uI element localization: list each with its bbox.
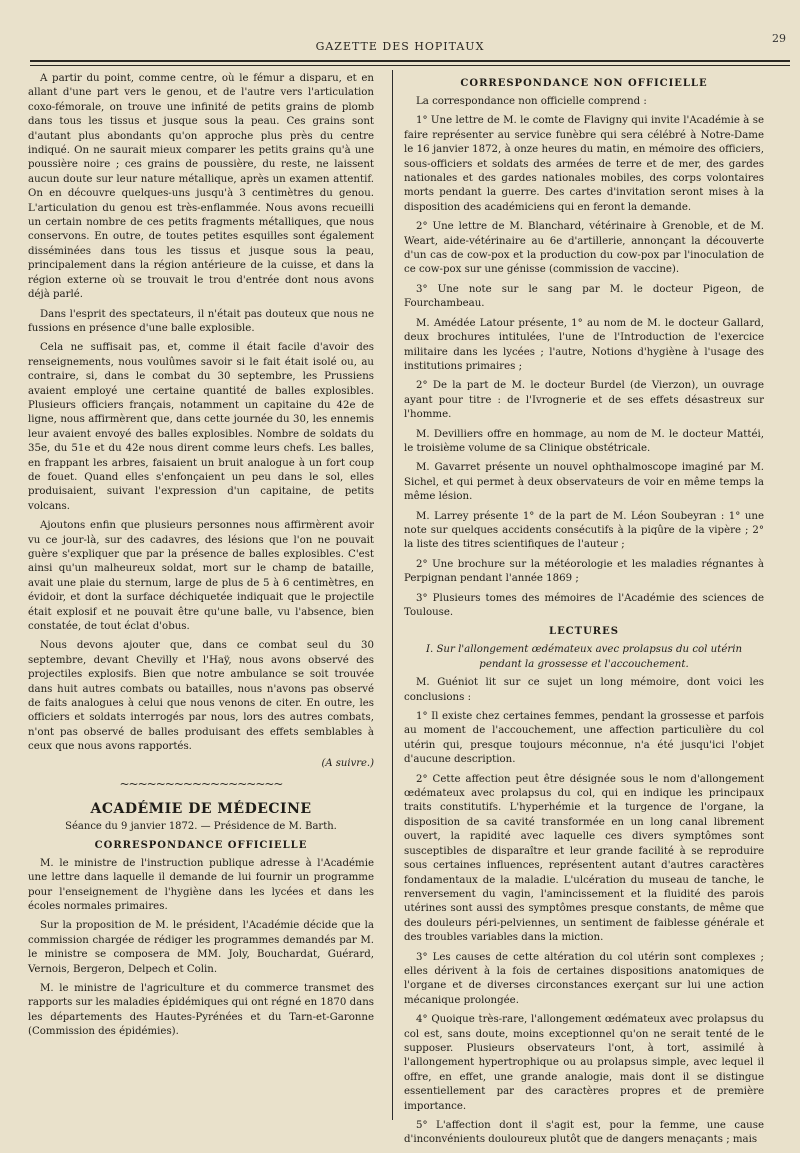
paragraph: A partir du point, comme centre, où le fémur a disparu, et en allant d'une part vers le genou, et de l'autre vers l'articulation coxo-fémorale, on trouve une infinité de petits grains de plomb dans tous les tissus et jusque sous la peau. Ces grains sont d'autant plus abondants qu'on approche plus près du centre indiqué. On ne saurait mieux comparer les petits grains qu'à une poussière noire ; ces grains de poussière, du reste, ne laissent aucun doute sur leur nature métallique, après un examen attentif. On en découvre quelques-uns jusqu'à 3 centimètres du genou. L'articulation du genou est très-enflammée. Nous avons recueilli un certain nombre de ces petits fragments métalliques, que nous conservons. En outre, de toutes petites esquilles sont également disséminées dans tous les tissus et jusque sous la peau, principalement dans la région antérieure de la cuisse, et dans la région externe où se trouvait le trou d'entrée dont nous avons déjà parlé. [28,73,374,301]
paragraph: M. Guéniot lit sur ce sujet un long mémoire, dont voici les conclusions : [404,677,764,703]
header-rule [30,60,790,62]
page-number: 29 [772,32,786,45]
ornamental-divider: ~~~~~~~~~~~~~~~~~~ [119,776,283,791]
list-item: M. Amédée Latour présente, 1° au nom de M. le docteur Gallard, deux brochures intitulées, l'une de l'Introduction de l'exercice militaire dans les lycées ; l'autre, Notions d'hygiène à l'usage des institutions primaires ; [404,317,764,372]
paragraph: Ajoutons enfin que plusieurs personnes nous affirmèrent avoir vu ce jour-là, sur des cadavres, des lésions que l'on ne pouvait guère s'expliquer que par la présence de balles explosibles. C'est ainsi qu'un malheureux soldat, mort sur le champ de bataille, avait une plaie du sternum, large de plus de 5 à 6 centimètres, en évidoir, et dont la surface déchiquetée indiquait que le projectile était explosif et ne pouvait être qu'une balle, vu l'absence, bien constatée, de tout éclat d'obus. [28,520,374,633]
paragraph: M. le ministre de l'agriculture et du commerce transmet des rapports sur les maladies épidémiques qui ont régné en 1870 dans les départements des Hautes-Pyrénées et du Tarn-et-Garonne (Commission des épidémies). [28,982,374,1038]
paragraph: 3° Les causes de cette altération du col utérin sont complexes ; elles dérivent à la fois de certaines dispositions anatomiques de l'organe et de diverses circonstances exerçant sur lui une action mécanique prolongée. [404,951,764,1006]
paragraph: 2° Cette affection peut être désignée sous le nom d'allongement œdémateux avec prolapsus du col, qui en indique les principaux traits constitutifs. L'hyperhémie et la turgence de l'organe, la disposition de sa cavité transformée en un long canal librement ouvert, la rapidité avec laquelle ces divers symptômes sont susceptibles de disparaître et leur grande facilité à se reproduire sous certaines influences, représentent autant d'autres caractères fondamentaux de la maladie. L'ulcération du museau de tanche, le renversement du vagin, l'amincissement et la fluidité des parois utérines sont aussi des symptômes presque constants, de même que des douleurs péri-pelviennes, un sentiment de faiblesse générale et des troubles variables dans la miction. [404,773,764,944]
paragraph: La correspondance non officielle comprend : [416,96,647,107]
running-header: GAZETTE DES HOPITAUX [315,40,485,53]
list-item: 2° Une lettre de M. Blanchard, vétérinaire à Grenoble, et de M. Weart, aide-vétérinaire au 6e d'artillerie, annonçant la découverte d'un cas de cow-pox et la production du cow-pox par l'inoculation de ce cow-pox sur une génisse (commission de vaccine). [404,221,764,276]
list-item: 3° Plusieurs tomes des mémoires de l'Académie des sciences de Toulouse. [404,592,764,618]
subsection-heading: LECTURES [549,626,619,638]
subsection-heading: CORRESPONDANCE NON OFFICIELLE [460,78,708,89]
right-column [404,72,764,1153]
list-item: M. Devilliers offre en hommage, au nom de M. le docteur Mattéi, le troisième volume de sa Clinique obstétricale. [404,428,764,454]
column-divider [392,70,393,1120]
list-item: 2° Une brochure sur la météorologie et les maladies régnantes à Perpignan pendant l'année 1869 ; [404,558,764,585]
list-item: 1° Une lettre de M. le comte de Flavigny qui invite l'Académie à se faire représenter au service funèbre qui sera célébré à Notre-Dame le 16 janvier 1872, à onze heures du matin, en mémoire des officiers, sous-officiers et soldats des armées de terre et de mer, des gardes nationales et des gardes nationales mobiles, des corps volontaires morts pendant la guerre. Des cartes d'invitation seront mises à la disposition des académiciens qui en feront la demande. [404,115,764,213]
list-item: 2° De la part de M. le docteur Burdel (de Vierzon), un ouvrage ayant pour titre : de l'Ivrognerie et de ses effets désastreux sur l'homme. [404,380,764,421]
subsection-heading: CORRESPONDANCE OFFICIELLE [94,839,308,851]
list-item: M. Larrey présente 1° de la part de M. Léon Soubeyran : 1° une note sur quelques accidents consécutifs à la piqûre de la vipère ; 2° la liste des titres scientifiques de l'auteur ; [404,510,764,551]
paragraph: Dans l'esprit des spectateurs, il n'était pas douteux que nous ne fussions en présence d'une balle explosible. [28,308,374,334]
section-heading: ACADÉMIE DE MÉDECINE [90,800,312,817]
header-rule-thin [30,65,790,66]
left-column [28,72,374,1045]
paragraph: Sur la proposition de M. le président, l'Académie décide que la commission chargée de rédiger les programmes demandés par M. le ministre se composera de MM. Joly, Bouchardat, Guérard, Vernois, Bergeron, Delpech et Colin. [28,920,374,975]
paragraph: Cela ne suffisait pas, et, comme il était facile d'avoir des renseignements, nous voulûmes savoir si le fait était isolé ou, au contraire, si, dans le combat du 30 septembre, les Prussiens avaient employé une certaine quantité de balles explosibles. Plusieurs officiers français, notamment un capitaine du 42e de ligne, nous affirmèrent que, dans cette journée du 30, les ennemis leur avaient envoyé des balles explosibles. Nombre de soldats du 35e, du 51e et du 42e nous dirent comme leurs chefs. Les balles, en frappant les arbres, faisaient un bruit analogue à un fort coup de fouet. Quand elles s'enfonçaient un peu dans le sol, elles produisaient, suivant l'expression d'un capitaine, de petits volcans. [28,342,374,512]
paragraph: M. le ministre de l'instruction publique adresse à l'Académie une lettre dans laquelle il demande de lui fournir un programme pour l'enseignement de l'hygiène dans les lycées et dans les écoles normales primaires. [28,857,374,912]
paragraph: 5° L'affection dont il s'agit est, pour la femme, une cause d'inconvénients douloureux plutôt que de dangers menaçants ; mais [404,1120,764,1146]
paragraph: 4° Quoique très-rare, l'allongement œdémateux avec prolapsus du col est, sans doute, moins exceptionnel qu'on ne serait tenté de le supposer. Plusieurs observateurs l'ont, à tort, assimilé à l'allongement hypertrophique ou au prolapsus simple, avec lequel il offre, en effet, une grande analogie, mais dont il se distingue essentiellement par des caractères propres et de première importance. [404,1014,764,1112]
lecture-heading: I. Sur l'allongement œdémateux avec prolapsus du col utérin pendant la grossesse et l'accouchement. [425,644,743,670]
session-line: Séance du 9 janvier 1872. — Présidence de M. Barth. [65,820,337,832]
list-item: 3° Une note sur le sang par M. le docteur Pigeon, de Fourchambeau. [404,283,764,310]
list-item: M. Gavarret présente un nouvel ophthalmoscope imaginé par M. Sichel, et qui permet à deux observateurs de voir en même temps la même lésion. [404,462,764,503]
paragraph: Nous devons ajouter que, dans ce combat seul du 30 septembre, devant Chevilly et l'Haÿ, nous avons observé des projectiles explosifs. Bien que notre ambulance se soit trouvée dans huit autres combats ou batailles, nous n'avons pas observé de faits analogues à celui que nous venons de citer. En outre, les officiers et soldats interrogés par nous, lors des autres combats, n'ont pas observé de balles produisant des effets semblables à ceux que nous avons rapportés. [28,640,374,753]
paragraph: 1° Il existe chez certaines femmes, pendant la grossesse et parfois au moment de l'accouchement, une affection particulière du col utérin qui, presque toujours méconnue, n'a été jusqu'ici l'objet d'aucune description. [404,711,764,766]
to-be-continued: (A suivre.) [321,757,374,769]
